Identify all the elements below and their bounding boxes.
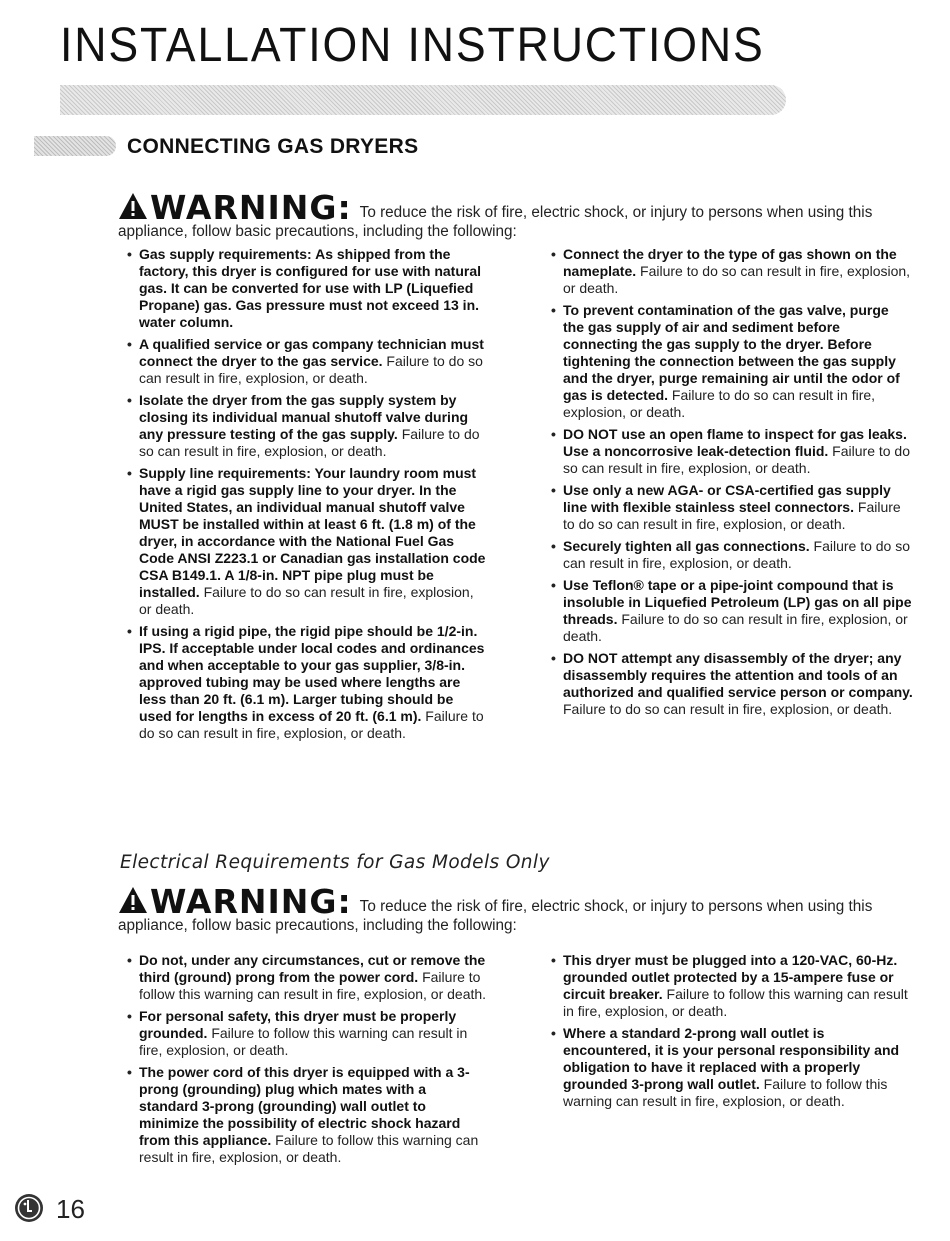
bullet-bold-text: Gas supply requirements: As shipped from the factory, this dryer is configured for use with natural gas. It can be converted for use with LP (Liquefied Propane) gas. Gas pressure must not exceed 13 in. water column. <box>139 246 482 330</box>
bullet-item <box>127 623 487 742</box>
bullet-item <box>127 1008 487 1059</box>
bullet-item <box>551 952 913 1020</box>
bullet-normal-text: Failure to do so can result in fire, explosion, or death. <box>563 387 876 420</box>
page-number: 16 <box>56 1194 85 1224</box>
bullet-bold-text: The power cord of this dryer is equipped with a 3-prong (grounding) plug which mates with a standard 3-prong (grounding) wall outlet to minimize the possibility of electric shock hazard from this appliance. <box>139 1064 470 1148</box>
bullet-normal-text: Failure to follow this warning can result in fire, explosion, or death. <box>139 969 487 1002</box>
bullet-item <box>127 1064 487 1166</box>
bullet-bold-text: This dryer must be plugged into a 120-VAC, 60-Hz. grounded outlet protected by a 15-ampere fuse or circuit breaker. <box>563 952 898 1002</box>
warning-block-electrical <box>118 882 898 935</box>
lg-logo-icon <box>14 1193 44 1223</box>
warning-label: WARNING: <box>150 882 352 921</box>
bullet-normal-text: Failure to do so can result in fire, explosion, or death. <box>139 708 484 741</box>
bullet-normal-text: Failure to follow this warning can result in fire, explosion, or death. <box>139 1025 468 1058</box>
bullet-bold-text: Supply line requirements: Your laundry room must have a rigid gas supply line to your dryer. In the United States, an individual manual shutoff valve MUST be installed within at least 6 ft. (1.8 m) of the dryer, in accordance with the National Fuel Gas Code ANSI Z223.1 or Canadian gas installation code CSA B149.1. A 1/8-in. NPT pipe plug must be installed. <box>139 465 486 600</box>
bullet-normal-text: Failure to do so can result in fire, explosion, or death. <box>563 611 908 644</box>
bullet-normal-text: Failure to do so can result in fire, explosion, or death. <box>139 584 474 617</box>
bullet-normal-text: Failure to do so can result in fire, explosion, or death. <box>139 426 480 459</box>
electrical-subheading: Electrical Requirements for Gas Models Only <box>120 852 550 873</box>
electrical-left-column <box>127 952 487 1171</box>
bullet-bold-text: Where a standard 2-prong wall outlet is encountered, it is your personal responsibility and obligation to have it replaced with a properly grounded 3-prong wall outlet. <box>563 1025 900 1092</box>
bullet-normal-text: Failure to do so can result in fire, explosion, or death. <box>563 443 911 476</box>
warning-text: To reduce the risk of fire, electric shock, or injury to persons when using this appliance, follow basic precautions, including the following: <box>118 204 873 240</box>
bullet-item <box>551 577 913 645</box>
bullet-item <box>551 302 913 421</box>
page-title: INSTALLATION INSTRUCTIONS <box>60 19 765 72</box>
bullet-normal-text: Failure to do so can result in fire, explosion, or death. <box>139 353 483 386</box>
bullet-bold-text: Use Teflon® tape or a pipe-joint compound that is insoluble in Liquefied Petroleum (LP) gas on all pipe threads. <box>563 577 912 627</box>
bullet-bold-text: To prevent contamination of the gas valve, purge the gas supply of air and sediment before connecting the gas supply to the dryer. Before tightening the connection between the gas supply and the dryer, purge remaining air until the odor of gas is detected. <box>563 302 900 403</box>
bullet-item <box>127 392 487 460</box>
warning-triangle-icon <box>118 886 148 914</box>
bullet-item <box>551 650 913 718</box>
warning-block-gas <box>118 188 898 241</box>
bullet-bold-text: Isolate the dryer from the gas supply system by closing its individual manual shutoff valve during any pressure testing of the gas supply. <box>139 392 469 442</box>
title-underline-bar <box>60 85 786 115</box>
bullet-normal-text: Failure to follow this warning can result in fire, explosion, or death. <box>139 1132 479 1165</box>
bullet-item <box>551 426 913 477</box>
section-marker <box>34 136 116 156</box>
bullet-item <box>127 952 487 1003</box>
warning-triangle-icon <box>118 192 148 220</box>
bullet-normal-text: Failure to do so can result in fire, explosion, or death. <box>563 263 911 296</box>
bullet-bold-text: If using a rigid pipe, the rigid pipe should be 1/2-in. IPS. If acceptable under local codes and ordinances and when acceptable to your gas supplier, 3/8-in. approved tubing may be used where lengths are less than 20 ft. (6.1 m). Larger tubing should be used for lengths in excess of 20 ft. (6.1 m). <box>139 623 485 724</box>
electrical-right-column <box>551 952 913 1115</box>
bullet-bold-text: Connect the dryer to the type of gas shown on the nameplate. <box>563 246 897 279</box>
section-heading: CONNECTING GAS DRYERS <box>127 135 419 158</box>
bullet-normal-text: Failure to do so can result in fire, explosion, or death. <box>563 701 893 717</box>
bullet-normal-text: Failure to do so can result in fire, explosion, or death. <box>563 538 911 571</box>
bullet-bold-text: Use only a new AGA- or CSA-certified gas supply line with flexible stainless steel connectors. <box>563 482 891 515</box>
bullet-bold-text: A qualified service or gas company technician must connect the dryer to the gas service. <box>139 336 484 369</box>
bullet-item <box>127 336 487 387</box>
bullet-bold-text: Securely tighten all gas connections. <box>563 538 810 554</box>
bullet-item <box>551 482 913 533</box>
gas-requirements-left-column <box>127 246 487 747</box>
bullet-normal-text: Failure to follow this warning can result in fire, explosion, or death. <box>563 1076 888 1109</box>
bullet-item <box>551 1025 913 1110</box>
bullet-item <box>551 246 913 297</box>
bullet-item <box>127 465 487 618</box>
bullet-bold-text: DO NOT use an open flame to inspect for gas leaks. Use a noncorrosive leak-detection fluid. <box>563 426 907 459</box>
bullet-bold-text: For personal safety, this dryer must be properly grounded. <box>139 1008 457 1041</box>
gas-requirements-right-column <box>551 246 913 723</box>
bullet-bold-text: Do not, under any circumstances, cut or remove the third (ground) prong from the power cord. <box>139 952 486 985</box>
bullet-bold-text: DO NOT attempt any disassembly of the dryer; any disassembly requires the attention and tools of an authorized and qualified service person or company. <box>563 650 913 700</box>
bullet-item <box>127 246 487 331</box>
bullet-normal-text: Failure to follow this warning can result in fire, explosion, or death. <box>563 986 908 1019</box>
warning-label: WARNING: <box>150 188 352 227</box>
warning-text: To reduce the risk of fire, electric shock, or injury to persons when using this appliance, follow basic precautions, including the following: <box>118 898 873 934</box>
bullet-normal-text: Failure to do so can result in fire, explosion, or death. <box>563 499 901 532</box>
bullet-item <box>551 538 913 572</box>
